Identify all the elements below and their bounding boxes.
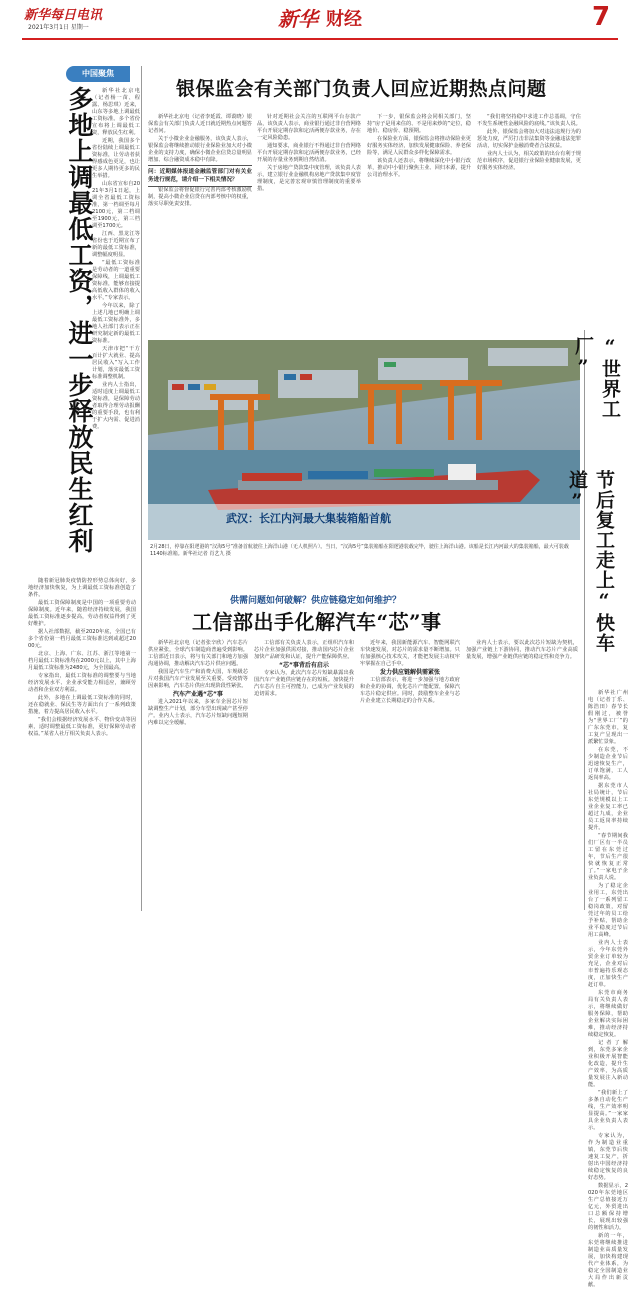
top-story-title: 银保监会有关部门负责人回应近期热点问题 [176,78,547,100]
right-story-paragraph: “春节期间我们厂区有一半员工留在东莞过年，节后生产很快就恢复正常了。”一家电子企业负责人说。 [588,833,628,881]
bottom-story-col-4: 业内人士表示，要以此次芯片短缺为契机，加强产业链上下游协同，推动汽车芯片产业高质量发展，增强产业链供应链的稳定性和竞争力。 [466,640,578,660]
masthead [0,0,640,42]
section-title: 财经 [326,9,362,30]
right-story-paragraph: 数据显示，2020年东莞地区生产总值接近万亿元，外贸进出口总额保持增长，展现出较强的韧性和活力。 [588,1183,628,1231]
top-story-col-3: 下一步，银保监会将会同相关部门，坚持“房子是用来住的、不是用来炒的”定位，稳地价、稳房价、稳预期。 在保险业方面，银保监会将推动保险业更好服务实体经济，加快发展健康保险、养老保险等，满足人民群众多样化保障需求。 该负责人还表示，将继续深化中小银行改革，推动中小银行聚焦主业、回归本源，提升公司治理水平。 [367,114,471,178]
paper-logo: 新华 [278,7,318,31]
right-story-title-1: “世界工厂” [572,336,621,419]
left-story-title: 多地上调最低工资，进一步释放民生红利 [65,86,94,554]
top-story-col-4: “我们将坚持稳中求进工作总基调，守住不发生系统性金融风险的底线。”该负责人说。 此外，银保监会将加大对违法违规行为的惩处力度，严厉打击非法集资等金融违法犯罪活动，切实保护金融消费者合法权益。 业内人士认为，相关政策的出台有利于规范市场秩序，促进银行业保险业健康发展，更好服务实体经济。 [477,114,581,171]
left-story-body-wide-a: 随着新冠肺炎疫情防控形势总体向好，多地经济加快恢复，为上调最低工资标准创造了条件。 最低工资保障制度是中国的一项重要劳动保障制度。近年来，随着经济持续发展，我国最低工资标准逐步提高，劳动者权益得到了更好维护。 据人社部数据，截至2020年底，全国已有多个省份第一档月最低工资标准达到或超过2000元。 北京、上海、广东、江苏、浙江等地第一档月最低工资标准均在2000元以上，其中上海月最低工资标准为2480元，为全国最高。 专家指出，最低工资标准的调整要与当地经济发展水平、企业承受能力相适应，兼顾劳动者和企业双方利益。 此外，多地在上调最低工资标准的同时，还在稳就业、保民生等方面出台了一系列政策措施，着力提高居民收入水平。 “我们会根据经济发展水平、物价变动等因素，适时调整最低工资标准，更好保障劳动者权益。”某省人社厅相关负责人表示。 [28,578,136,737]
bottom-story-col-2: 工信部有关负责人表示，正组织汽车和芯片企业加强供需对接，推动国内芯片企业加快产品研发和认证，提升产能保障供应。 “芯”事背后有启示 专家认为，此次汽车芯片短缺暴露出我国汽车产业链供应链存在的短板。加快提升汽车芯片自主可控能力，已成为产业发展的迫切需求。 [254,640,354,697]
subhead-2: “芯”事背后有启示 [279,662,329,669]
bottom-story-col-3: 近年来，我国新能源汽车、智能网联汽车快速发展，对芯片的需求量不断增加。只有加强核心技术攻关，才能把发展主动权牢牢掌握在自己手中。 发力供应链解供需紧张 工信部表示，将进一步加强与地方政府和企业的协调，优化芯片产能配置，保障汽车芯片稳定供应。同时，鼓励整车企业与芯片企业建立长期稳定的合作关系。 [360,640,460,704]
top-story-col-2: 针对近期社会关注的互联网平台存款产品，该负责人表示，商业银行通过非自营网络平台开展定期存款和定活两便存款业务，存在一定风险隐患。 通知要求，商业银行不得通过非自营网络平台开展定期存款和定活两便存款业务，已经开展的存量业务到期自然结清。 关于房地产贷款集中度管理，该负责人表示，建立银行业金融机构房地产贷款集中度管理制度，是完善宏观审慎管理制度的重要举措。 [257,114,361,192]
top-story-col-1: 新华社北京电（记者李延霞、谭谟晓）银保监会有关部门负责人近日就近期热点问题答记者问。 关于小微企业金融服务，该负责人表示，银保监会将继续推动银行业保险业加大对小微企业的支持力度，确保小微企业信贷总量明显增加、综合融资成本稳中有降。 问：近期媒体报道金融监管部门对有关业务进行规范，请介绍一下相关情况？ 银保监会将督促银行完善内部考核激励机制，提高小微企业信贷在内部考核中的权重，落实尽职免责安排。 [148,114,252,207]
photo-caption: 2月28日，停靠在阳逻港的“汉海5号”准备首航驶往上海洋山港（无人机照片）。当日，“汉海5号”集装箱船在阳逻港装载完毕，驶往上海洋山港。该船是长江内河最大的集装箱船，最大可装载1140标准箱。新华社记者 肖艺九 摄 [150,544,569,557]
right-story-paragraph: 据东莞市人社局统计，节后东莞规模以上工业企业复工率已超过九成，企业员工返岗率持续提升。 [588,783,628,831]
left-story-tag: 中国聚焦 [66,66,130,82]
right-column-divider [584,330,585,910]
photo-title: 武汉：长江内河最大集装箱船首航 [226,512,391,525]
right-story-paragraph: 专家认为，作为制造业重镇，东莞节后快速复工复产，折射出中国经济持续稳定恢复的良好态势。 [588,1133,628,1181]
page-number: 7 [592,2,611,32]
right-story-paragraph: 为了稳定企业用工，东莞出台了一系列留工稳岗政策，对留莞过年的员工给予补贴，帮助企业平稳度过节后用工高峰。 [588,883,628,938]
right-story-title-2: 节后复工走上“快车道” [566,470,615,653]
issue-date: 2021年3月1日 星期一 [28,24,89,31]
right-story-paragraph: 记者了解到，东莞多家企业积极开展智能化改造，提升生产效率，为高质量发展注入新动能。 [588,1040,628,1088]
subhead-1: 汽车产业遇“芯”事 [173,691,223,698]
right-story-text [588,690,628,1288]
right-story-paragraph: 业内人士表示，今年东莞外贸企业订单较为充足，企业对后市普遍持乐观态度，正加快生产赶订单。 [588,940,628,988]
photo [148,340,580,540]
bottom-story-title: 工信部出手化解汽车“芯”事 [192,610,442,634]
right-story-paragraph: 新华社广州电（记者丁乐、陈浩田）春节长假刚过，被誉为“世界工厂”的广东东莞市，复工复产呈现出一派繁忙景象。 [588,690,628,745]
header-rule [22,38,618,40]
right-story-paragraph: 新的一年，东莞将继续推进制造业高质量发展，加快构建现代产业体系，为稳定全国制造业大局作出新贡献。 [588,1233,628,1288]
left-story-body-narrow: 新华社北京电（记者杨一苗、程露、杨思琪）近来，山东等多地上调最低工资标准。多个省份宣布将上调最低工资，释放民生红利。 近期，我国多个省份陆续上调最低工资标准，让劳动者获得感成色更足，也让更多人期待更多的民生举措。 山东省宣布自2021年3月1日起，上调全省最低工资标准，第一档调至每月2100元，第二档调至1900元，第三档调至1700元。 江西、黑龙江等省份也于近期宣布了新的最低工资标准，调整幅度明显。 “最低工资标准是劳动者的一道重要保障线，上调最低工资标准，能够直接提高低收入群体的收入水平。”专家表示。 今年以来，除了上述几地已明确上调最低工资标准外，多地人社部门表示正在研究制定新的最低工资标准。 天津市把“干方百计扩大就业、提高居民收入”写入工作计划，落实最低工资标准调整机制。 业内人士指出，适时适度上调最低工资标准，是保障劳动者取得合理劳动报酬的重要手段，也有利于扩大内需、促进消费。 [92,88,140,430]
bottom-story-col-1: 新华社北京电（记者张辛欣）汽车芯片供应紧张，全球汽车制造商普遍受到影响。工信部近日表示，将与有关部门和地方加强沟通协调，推动解决汽车芯片供应问题。 我国是汽车生产和消费大国，车规级芯片对我国汽车产业发展至关重要。受疫情等因素影响，汽车芯片供应出现阶段性紧张。 汽车产业遇“芯”事 进入2021年以来，多家车企因芯片短缺调整生产计划，部分车型出现减产甚至停产。业内人士表示，汽车芯片短缺问题短期内难以完全缓解。 [148,640,248,726]
brand-left: 新华每日电讯 [24,8,103,23]
subhead-3: 发力供应链解供需紧张 [379,669,440,676]
right-story-paragraph: 在东莞，不少制造企业节后迅速恢复生产，订单饱满，工人返岗率高。 [588,747,628,781]
right-story-paragraph: “我们新上了多条自动化生产线，生产效率明显提高。”一家家具企业负责人表示。 [588,1090,628,1131]
top-story-quote: 问：近期媒体报道金融监管部门对有关业务进行规范，请介绍一下相关情况？ [148,165,252,187]
right-story-paragraph: 东莞市商务局有关负责人表示，将继续做好服务保障，帮助企业解决实际困难，推动经济持续稳定恢复。 [588,990,628,1038]
left-column-divider [141,66,142,911]
bottom-story-kicker: 供需问题如何破解？供应链稳定如何维护？ [230,596,402,606]
